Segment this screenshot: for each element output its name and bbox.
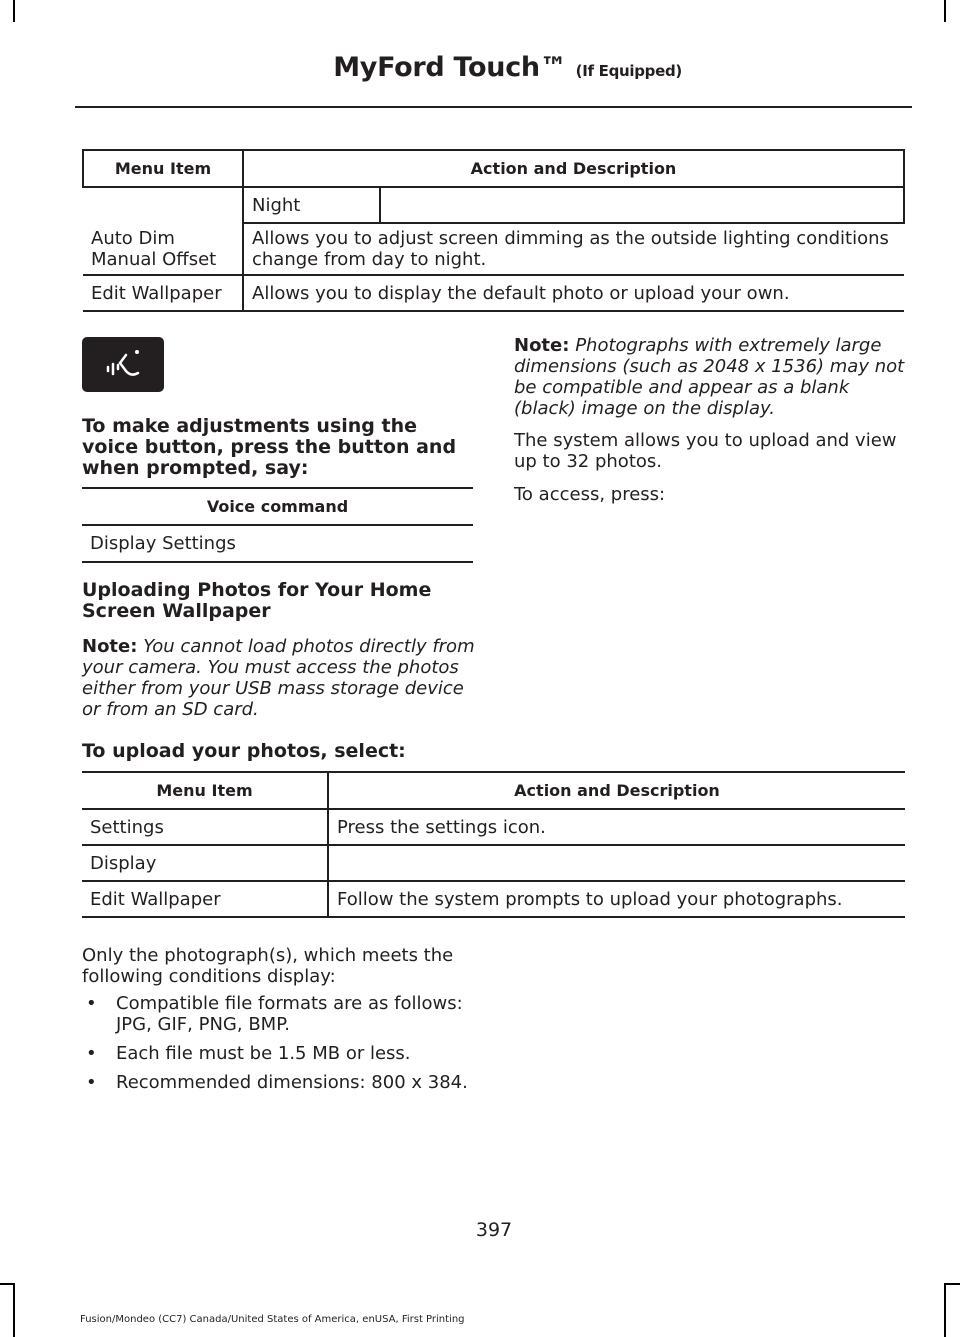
table-cell-voice-command: Display Settings (82, 525, 473, 562)
table-row (82, 881, 905, 917)
upload-photos-heading: To upload your photos, select: (82, 740, 406, 762)
table-header-action: Action and Description (243, 150, 904, 187)
table-row (82, 809, 905, 845)
note-label: Note: (82, 636, 138, 657)
table-cell-desc: Allows you to display the default photo or upload your own. (243, 275, 904, 311)
voice-command-table (82, 487, 473, 563)
voice-intro-heading: To make adjustments using the voice button, press the button and when prompted, say: (82, 415, 457, 479)
page-header-title (333, 52, 682, 83)
crop-mark-top-left-v (13, 0, 15, 22)
table-row (82, 845, 905, 881)
photo-limit-text: The system allows you to upload and view up to 32 photos. (514, 430, 897, 472)
conditions-list (82, 993, 482, 1101)
list-item: • Each file must be 1.5 MB or less. (82, 1043, 482, 1064)
list-item: • Recommended dimensions: 800 x 384. (82, 1072, 482, 1093)
table-cell-item: Edit Wallpaper (83, 275, 243, 311)
display-settings-table (82, 149, 905, 312)
footer-text: Fusion/Mondeo (CC7) Canada/United States of America, enUSA, First Printing (80, 1314, 465, 1325)
uploading-heading: Uploading Photos for Your Home Screen Wallpaper (82, 579, 432, 622)
header-rule (75, 106, 912, 108)
table-header-menu-item: Menu Item (83, 150, 243, 187)
table-row (83, 275, 904, 311)
table-header-action: Action and Description (328, 772, 905, 809)
table-cell-item: Settings (82, 809, 328, 845)
list-item: • Compatible file formats are as follows: JPG, GIF, PNG, BMP. (82, 993, 482, 1035)
crop-mark-bottom-right-h (946, 1283, 960, 1285)
header-title-subtitle: (If Equipped) (575, 62, 682, 80)
uploading-note (82, 636, 477, 720)
conditions-intro: Only the photograph(s), which meets the following conditions display: (82, 945, 454, 987)
table-cell-desc: Follow the system prompts to upload your photographs. (328, 881, 905, 917)
table-header-voice-command: Voice command (82, 488, 473, 525)
table-header-row (82, 488, 473, 525)
table-header-row (83, 150, 904, 187)
crop-mark-bottom-left-h (0, 1283, 14, 1285)
note-label: Note: (514, 335, 570, 356)
table-row (83, 187, 904, 223)
table-header-row (82, 772, 905, 809)
voice-button-icon (82, 337, 164, 392)
note-text: Photographs with extremely large dimensions (such as 2048 x 1536) may not be compatible and appear as a blank (black) image on the display. (514, 335, 905, 419)
table-cell-night: Night (243, 187, 380, 223)
table-cell-desc (328, 845, 905, 881)
table-cell-item: Auto Dim Manual Offset (83, 223, 243, 275)
table-cell-desc: Allows you to adjust screen dimming as the outside lighting conditions change from day to night. (243, 223, 904, 275)
table-cell-empty (83, 187, 243, 223)
header-title-main: MyFord Touch™ (333, 52, 567, 83)
table-cell-desc: Press the settings icon. (328, 809, 905, 845)
table-cell-item: Display (82, 845, 328, 881)
table-row (83, 223, 904, 275)
crop-mark-bottom-right-v (944, 1283, 946, 1337)
access-text: To access, press: (514, 484, 666, 505)
page-number: 397 (475, 1219, 513, 1241)
table-row (82, 525, 473, 562)
table-header-menu-item: Menu Item (82, 772, 328, 809)
crop-mark-bottom-left-v (13, 1283, 15, 1337)
table-cell-item: Edit Wallpaper (82, 881, 328, 917)
upload-steps-table (82, 771, 905, 918)
table-cell-empty (380, 187, 904, 223)
note-text: You cannot load photos directly from your camera. You must access the photos either from your USB mass storage device or from an SD card. (82, 636, 475, 720)
photo-size-note (514, 335, 909, 419)
crop-mark-top-right-v (944, 0, 946, 22)
